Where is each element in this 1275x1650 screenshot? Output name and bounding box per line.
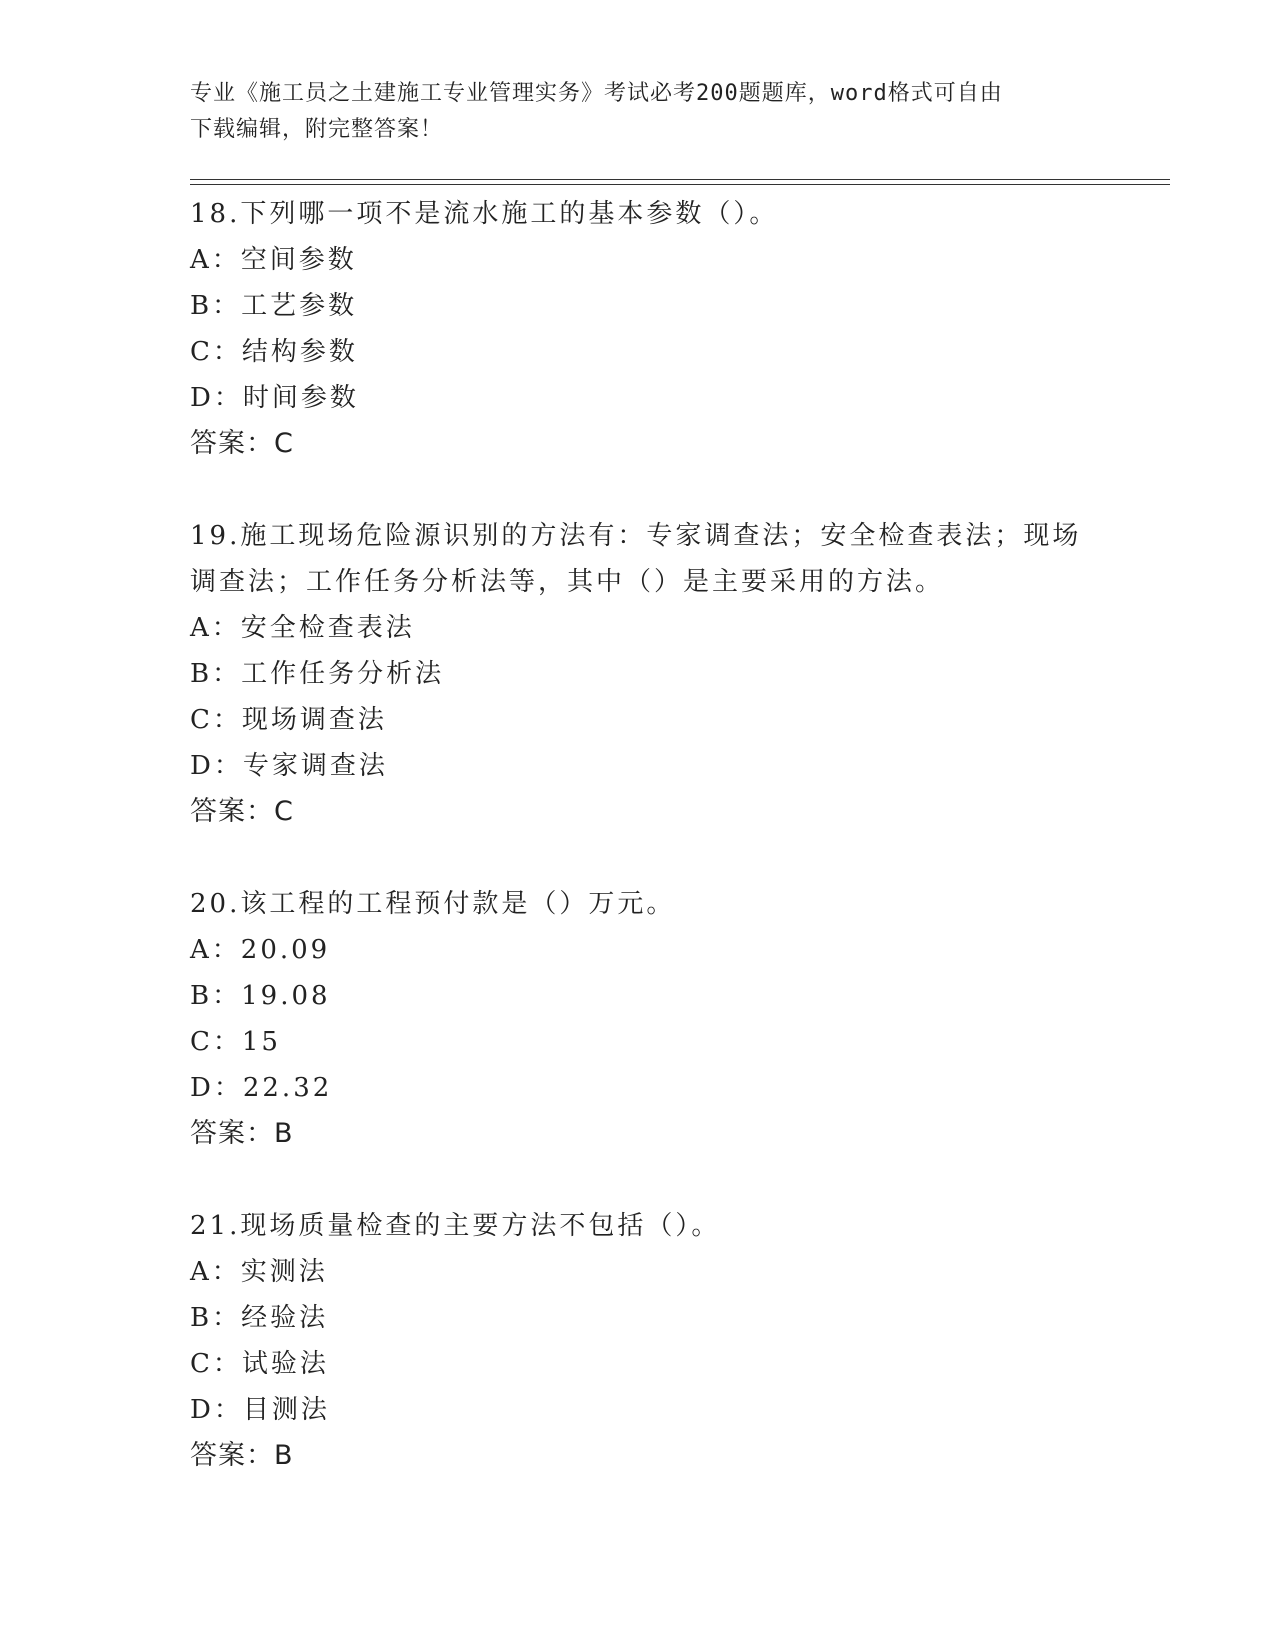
answer-label: 答案：B xyxy=(190,1118,294,1149)
option-d: D：时间参数 xyxy=(190,383,359,413)
option-c: C：试验法 xyxy=(190,1349,329,1379)
option-c: C：现场调查法 xyxy=(190,705,387,735)
option-b: B：经验法 xyxy=(190,1303,329,1333)
option-a: A：20.09 xyxy=(190,935,331,965)
option-b: B：工作任务分析法 xyxy=(190,659,445,689)
option-d: D：目测法 xyxy=(190,1395,330,1425)
header-line-1: 专业《施工员之土建施工专业管理实务》考试必考200题题库，word格式可自由 xyxy=(190,81,1003,106)
option-b: B：工艺参数 xyxy=(190,291,358,321)
option-d: D：22.32 xyxy=(190,1073,333,1103)
option-a: A：实测法 xyxy=(190,1257,328,1287)
answer-label: 答案：C xyxy=(190,428,294,459)
question-title: 20.该工程的工程预付款是（）万元。 xyxy=(190,889,676,919)
answer-label: 答案：C xyxy=(190,796,294,827)
question-title: 19.施工现场危险源识别的方法有：专家调查法；安全检查表法；现场调查法；工作任务分析法等，其中（）是主要采用的方法。 xyxy=(190,521,1082,597)
question-20 xyxy=(190,881,1090,1157)
question-title: 21.现场质量检查的主要方法不包括（）。 xyxy=(190,1211,721,1241)
option-a: A：空间参数 xyxy=(190,245,357,275)
header-line-2: 下载编辑，附完整答案！ xyxy=(190,117,444,142)
question-18 xyxy=(190,191,1090,467)
header-divider-bottom xyxy=(190,184,1170,185)
header-divider-top xyxy=(190,179,1170,180)
answer-label: 答案：B xyxy=(190,1440,294,1471)
option-d: D：专家调查法 xyxy=(190,751,388,781)
option-c: C：结构参数 xyxy=(190,337,358,367)
option-a: A：安全检查表法 xyxy=(190,613,415,643)
option-c: C：15 xyxy=(190,1027,281,1057)
option-b: B：19.08 xyxy=(190,981,331,1011)
question-19 xyxy=(190,513,1090,835)
question-list xyxy=(190,191,1090,1479)
document-header xyxy=(190,76,1100,148)
question-21 xyxy=(190,1203,1090,1479)
question-title: 18.下列哪一项不是流水施工的基本参数（）。 xyxy=(190,199,779,229)
